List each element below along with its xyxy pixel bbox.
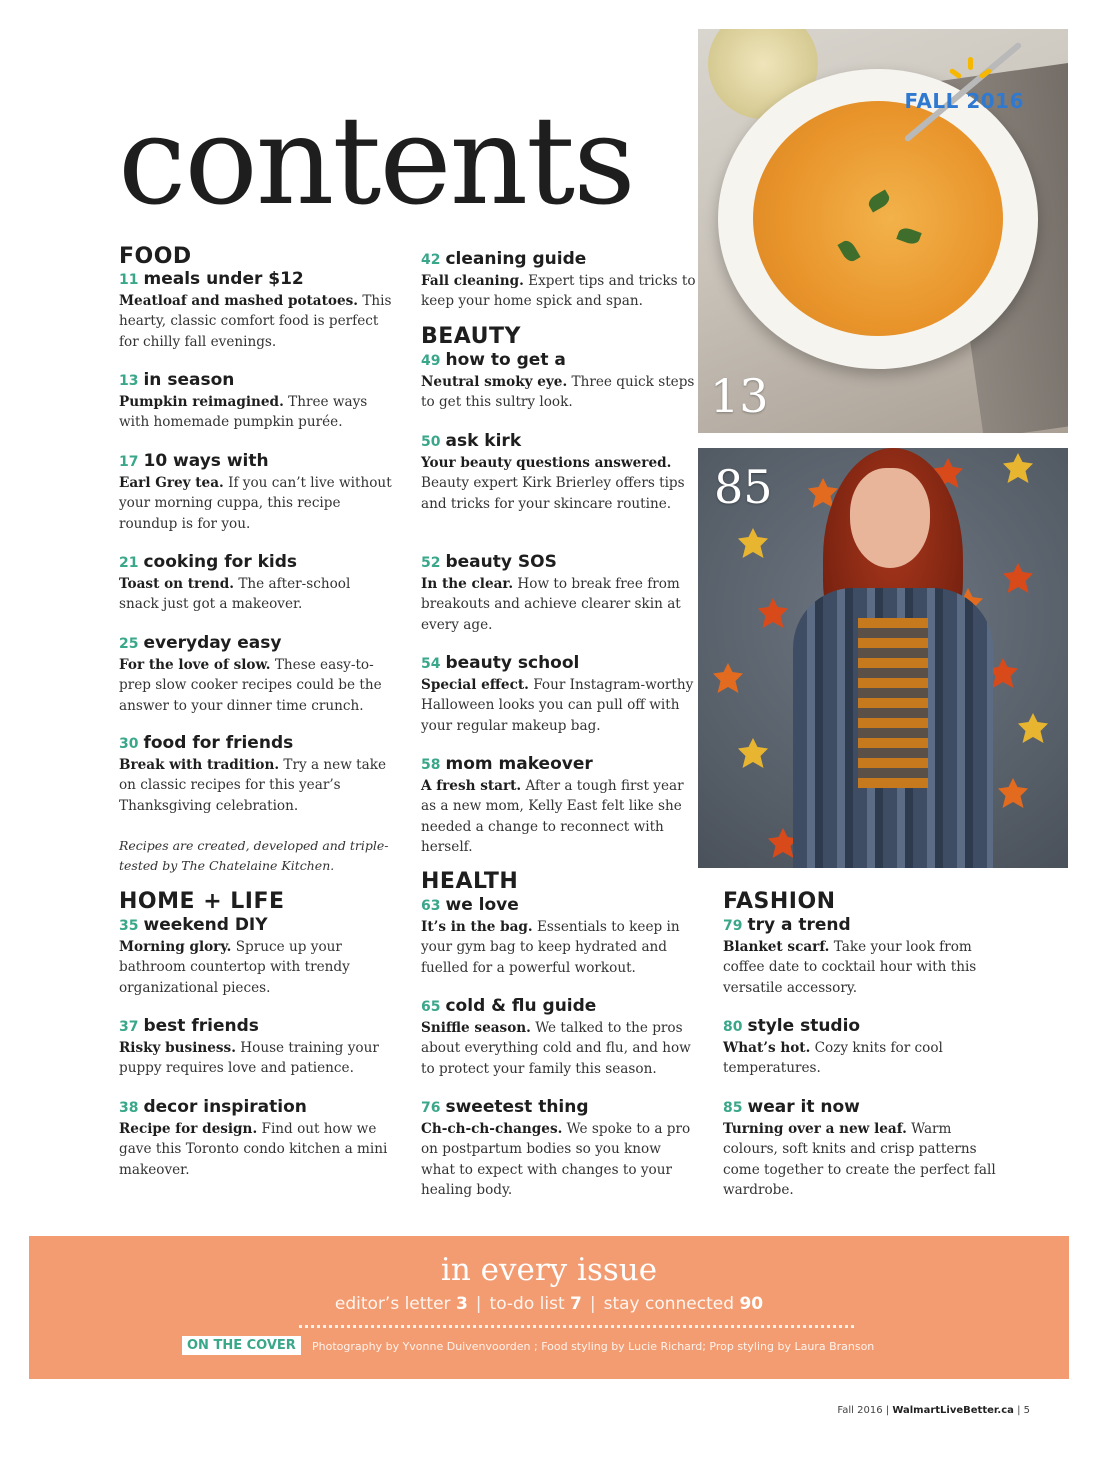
entry-title: wear it now xyxy=(747,1097,860,1117)
entry-text: How to break free from breakouts and achieve clearer skin at every age. xyxy=(421,576,681,633)
entry-lead: Meatloaf and mashed potatoes. xyxy=(119,293,358,309)
entry-lead: In the clear. xyxy=(421,576,514,592)
soup-image xyxy=(753,101,1003,336)
page-number: 49 xyxy=(421,353,441,369)
contents-entry[interactable] xyxy=(421,894,696,978)
section-heading-food: FOOD xyxy=(119,244,192,269)
recipe-note: Recipes are created, developed and triple-tested by The Chatelaine Kitchen. xyxy=(119,838,389,873)
entry-text: Essentials to keep in your gym bag to keep hydrated and fuelled for a powerful workout. xyxy=(421,919,680,976)
entry-lead: Break with tradition. xyxy=(119,757,280,773)
entry-lead: Turning over a new leaf. xyxy=(723,1121,907,1137)
page-number: 58 xyxy=(421,757,441,773)
contents-entry[interactable] xyxy=(421,349,696,413)
contents-entry[interactable] xyxy=(119,551,394,615)
contents-entry[interactable] xyxy=(723,914,998,998)
entry-text: Spruce up your bathroom countertop with trendy organizational pieces. xyxy=(119,939,350,996)
entry-lead: For the love of slow. xyxy=(119,657,271,673)
contents-entry[interactable] xyxy=(119,632,394,716)
entry-title: cleaning guide xyxy=(445,249,587,269)
dotted-divider xyxy=(299,1325,854,1328)
entry-text: Find out how we gave this Toronto condo kitchen a mini makeover. xyxy=(119,1121,388,1178)
entry-title: we love xyxy=(445,895,519,915)
section-heading-home: HOME + LIFE xyxy=(119,889,285,914)
page-number: 25 xyxy=(119,636,139,652)
entry-lead: Fall cleaning. xyxy=(421,273,524,289)
maple-leaf-icon xyxy=(738,738,768,768)
entry-title: in season xyxy=(143,370,235,390)
entry-lead: It’s in the bag. xyxy=(421,919,533,935)
entry-lead: Neutral smoky eye. xyxy=(421,374,568,390)
contents-entry[interactable] xyxy=(421,551,696,635)
feature-page-number: 90 xyxy=(739,1294,764,1314)
entry-lead: What’s hot. xyxy=(723,1040,811,1056)
entry-lead: Morning glory. xyxy=(119,939,232,955)
page-number: 54 xyxy=(421,656,441,672)
feature-link[interactable]: stay connected 90 xyxy=(603,1294,764,1314)
page-footer xyxy=(837,1405,1030,1416)
entry-text: Four Instagram-worthy Halloween looks you can pull off with your regular makeup bag. xyxy=(421,677,694,734)
maple-leaf-icon xyxy=(1018,713,1048,743)
band-title: in every issue xyxy=(440,1252,658,1288)
entry-text: If you can’t live without your morning cuppa, this recipe roundup is for you. xyxy=(119,475,392,532)
entry-lead: Earl Grey tea. xyxy=(119,475,224,491)
entry-title: beauty school xyxy=(445,653,580,673)
entry-text: We spoke to a pro on postpartum bodies so you know what to expect with changes to your healing body. xyxy=(421,1121,691,1198)
entry-title: try a trend xyxy=(747,915,851,935)
entry-lead: Toast on trend. xyxy=(119,576,234,592)
feature-link[interactable]: to-do list 7 xyxy=(489,1294,582,1314)
entry-title: weekend DIY xyxy=(143,915,268,935)
entry-lead: Sniffle season. xyxy=(421,1020,531,1036)
entry-lead: Your beauty questions answered. xyxy=(421,455,672,471)
page-title: contents xyxy=(118,90,634,232)
contents-entry[interactable] xyxy=(119,1096,394,1180)
page-number: 79 xyxy=(723,918,743,934)
cover-credits: Photography by Yvonne Duivenvoorden ; Food styling by Lucie Richard; Prop styling by Laura Branson xyxy=(312,1340,875,1353)
contents-entry[interactable] xyxy=(119,1015,394,1079)
separator: | xyxy=(475,1294,482,1314)
entry-lead: Pumpkin reimagined. xyxy=(119,394,284,410)
page-number: 17 xyxy=(119,454,139,470)
section-heading-fashion: FASHION xyxy=(723,889,836,914)
feature-page-number: 7 xyxy=(570,1294,582,1314)
entry-text: Three quick steps to get this sultry look. xyxy=(421,374,695,411)
in-every-issue-band xyxy=(29,1236,1069,1379)
separator: | xyxy=(589,1294,596,1314)
contents-entry[interactable] xyxy=(119,268,394,352)
entry-text: Cozy knits for cool temperatures. xyxy=(723,1040,943,1077)
entry-title: ask kirk xyxy=(445,431,522,451)
entry-text: Take your look from coffee date to cocktail hour with this versatile accessory. xyxy=(723,939,977,996)
page-number: 13 xyxy=(119,373,139,389)
entry-lead: Ch-ch-ch-changes. xyxy=(421,1121,563,1137)
photo-page-number: 85 xyxy=(714,460,773,514)
issue-label: Fall 2016 xyxy=(837,1405,883,1416)
page-number: 30 xyxy=(119,736,139,752)
on-the-cover-tag: ON THE COVER xyxy=(182,1336,301,1355)
entry-title: meals under $12 xyxy=(143,269,304,289)
contents-entry[interactable] xyxy=(421,1096,696,1200)
maple-leaf-icon xyxy=(998,778,1028,808)
entry-title: decor inspiration xyxy=(143,1097,307,1117)
maple-leaf-icon xyxy=(758,598,788,628)
entry-title: food for friends xyxy=(143,733,294,753)
entry-lead: A fresh start. xyxy=(421,778,522,794)
separator: | xyxy=(885,1405,890,1416)
page-number: 50 xyxy=(421,434,441,450)
maple-leaf-icon xyxy=(1003,453,1033,483)
entry-text: The after-school snack just got a makeover. xyxy=(119,576,351,613)
contents-entry[interactable] xyxy=(119,450,394,534)
walmart-spark-icon xyxy=(968,57,973,70)
page-number: 38 xyxy=(119,1100,139,1116)
entry-text: Warm colours, soft knits and crisp patterns come together to create the perfect fall wardrobe. xyxy=(723,1121,996,1198)
contents-entry[interactable] xyxy=(421,995,696,1079)
entry-title: sweetest thing xyxy=(445,1097,589,1117)
entry-text: Beauty expert Kirk Brierley offers tips and tricks for your skincare routine. xyxy=(421,475,685,512)
contents-entry[interactable] xyxy=(119,369,394,433)
page-number: 11 xyxy=(119,272,139,288)
entry-text: This hearty, classic comfort food is perfect for chilly fall evenings. xyxy=(119,293,392,350)
entry-title: how to get a xyxy=(445,350,566,370)
regular-features xyxy=(29,1294,1069,1314)
separator: | xyxy=(1017,1405,1021,1416)
entry-text: These easy-to-prep slow cooker recipes could be the answer to your dinner time crunch. xyxy=(119,657,382,714)
contents-entry[interactable] xyxy=(421,248,696,312)
entry-title: everyday easy xyxy=(143,633,282,653)
page-number: 42 xyxy=(421,252,441,268)
section-heading-health: HEALTH xyxy=(421,869,519,894)
section-heading-beauty: BEAUTY xyxy=(421,324,521,349)
model-face-image xyxy=(850,468,930,568)
entry-lead: Special effect. xyxy=(421,677,529,693)
page-number: 37 xyxy=(119,1019,139,1035)
contents-entry[interactable] xyxy=(723,1096,998,1200)
photo-page-number: 13 xyxy=(710,369,769,423)
page-number: 52 xyxy=(421,555,441,571)
entry-lead: Recipe for design. xyxy=(119,1121,258,1137)
striped-top-image xyxy=(858,618,928,788)
maple-leaf-icon xyxy=(738,528,768,558)
entry-title: cold & flu guide xyxy=(445,996,597,1016)
page-number: 21 xyxy=(119,555,139,571)
fashion-photo xyxy=(698,448,1068,868)
entry-title: style studio xyxy=(747,1016,861,1036)
entry-text: We talked to the pros about everything cold and flu, and how to protect your family this season. xyxy=(421,1020,691,1077)
feature-link[interactable]: editor’s letter 3 xyxy=(334,1294,468,1314)
maple-leaf-icon xyxy=(713,663,743,693)
page-number: 80 xyxy=(723,1019,743,1035)
maple-leaf-icon xyxy=(1003,563,1033,593)
walmart-spark-icon xyxy=(949,68,963,80)
entry-lead: Risky business. xyxy=(119,1040,236,1056)
entry-text: Three ways with homemade pumpkin purée. xyxy=(119,394,368,431)
page-number: 76 xyxy=(421,1100,441,1116)
season-badge: FALL 2016 xyxy=(904,89,1024,113)
entry-title: cooking for kids xyxy=(143,552,298,572)
entry-title: beauty SOS xyxy=(445,552,557,572)
entry-title: best friends xyxy=(143,1016,259,1036)
entry-text: House training your puppy requires love and patience. xyxy=(119,1040,379,1077)
page-number: 63 xyxy=(421,898,441,914)
page-number: 35 xyxy=(119,918,139,934)
entry-lead: Blanket scarf. xyxy=(723,939,830,955)
feature-page-number: 3 xyxy=(455,1294,468,1314)
entry-title: 10 ways with xyxy=(143,451,269,471)
page-number: 85 xyxy=(723,1100,743,1116)
contents-entry[interactable] xyxy=(421,652,696,736)
contents-entry[interactable] xyxy=(723,1015,998,1079)
entry-title: mom makeover xyxy=(445,754,593,774)
contents-entry[interactable] xyxy=(119,914,394,998)
contents-entry[interactable] xyxy=(119,732,394,816)
page-number: 65 xyxy=(421,999,441,1015)
site-link[interactable]: WalmartLiveBetter.ca xyxy=(892,1405,1014,1416)
contents-entry[interactable] xyxy=(421,753,696,857)
entry-text: Expert tips and tricks to keep your home spick and span. xyxy=(421,273,696,310)
contents-entry[interactable] xyxy=(421,430,696,514)
soup-photo xyxy=(698,29,1068,433)
entry-text: Try a new take on classic recipes for this year’s Thanksgiving celebration. xyxy=(119,757,386,814)
entry-text: After a tough first year as a new mom, Kelly East felt like she needed a change to reconnect with herself. xyxy=(421,778,684,855)
page-number: 5 xyxy=(1023,1405,1030,1416)
